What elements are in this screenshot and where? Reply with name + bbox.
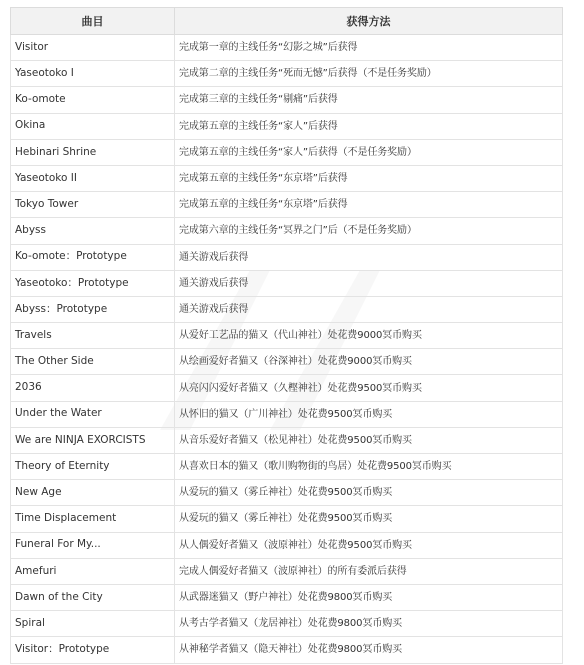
table-header-row — [11, 8, 563, 35]
song-title-cell: Abyss：Prototype — [11, 296, 175, 322]
song-title-cell: Dawn of the City — [11, 584, 175, 610]
table-row — [11, 87, 563, 113]
song-title-cell: The Other Side — [11, 349, 175, 375]
table-row — [11, 480, 563, 506]
acquisition-method-cell: 完成人偶爱好者猫又（波原神社）的所有委派后获得 — [175, 558, 563, 584]
song-title-cell: Yaseotoko I — [11, 61, 175, 87]
song-title-cell: Visitor — [11, 35, 175, 61]
table-row — [11, 427, 563, 453]
acquisition-method-cell: 从怀旧的猫又（广川神社）处花费9500冥币购买 — [175, 401, 563, 427]
song-title-cell: Abyss — [11, 218, 175, 244]
column-header-song: 曲目 — [11, 8, 175, 35]
acquisition-method-cell: 从绘画爱好者猫又（谷深神社）处花费9000冥币购买 — [175, 349, 563, 375]
song-title-cell: Amefuri — [11, 558, 175, 584]
song-title-cell: Okina — [11, 113, 175, 139]
acquisition-method-cell: 完成第一章的主线任务“幻影之城”后获得 — [175, 35, 563, 61]
acquisition-method-cell: 完成第五章的主线任务“家人”后获得 — [175, 113, 563, 139]
song-title-cell: Visitor：Prototype — [11, 637, 175, 663]
acquisition-method-cell: 完成第二章的主线任务“死而无憾”后获得（不是任务奖励） — [175, 61, 563, 87]
table-row — [11, 270, 563, 296]
table-row — [11, 218, 563, 244]
acquisition-method-cell: 从爱玩的猫又（雾丘神社）处花费9500冥币购买 — [175, 506, 563, 532]
table-row — [11, 506, 563, 532]
table-row — [11, 244, 563, 270]
acquisition-method-cell: 通关游戏后获得 — [175, 244, 563, 270]
song-title-cell: Under the Water — [11, 401, 175, 427]
song-title-cell: Funeral For My... — [11, 532, 175, 558]
table-row — [11, 637, 563, 663]
song-title-cell: Hebinari Shrine — [11, 139, 175, 165]
table-row — [11, 113, 563, 139]
song-title-cell: 2036 — [11, 375, 175, 401]
table-row — [11, 611, 563, 637]
table-row — [11, 349, 563, 375]
songs-table — [10, 7, 563, 664]
acquisition-method-cell: 从亮闪闪爱好者猫又（久樫神社）处花费9500冥币购买 — [175, 375, 563, 401]
song-title-cell: New Age — [11, 480, 175, 506]
acquisition-method-cell: 从考古学者猫又（龙居神社）处花费9800冥币购买 — [175, 611, 563, 637]
song-title-cell: Ko-omote — [11, 87, 175, 113]
acquisition-method-cell: 完成第五章的主线任务“东京塔”后获得 — [175, 192, 563, 218]
table-row — [11, 165, 563, 191]
table-row — [11, 296, 563, 322]
acquisition-method-cell: 完成第六章的主线任务“冥界之门”后（不是任务奖励） — [175, 218, 563, 244]
acquisition-method-cell: 完成第五章的主线任务“东京塔”后获得 — [175, 165, 563, 191]
acquisition-method-cell: 通关游戏后获得 — [175, 296, 563, 322]
acquisition-method-cell: 通关游戏后获得 — [175, 270, 563, 296]
song-title-cell: Theory of Eternity — [11, 454, 175, 480]
table-row — [11, 401, 563, 427]
table-row — [11, 532, 563, 558]
acquisition-method-cell: 完成第五章的主线任务“家人”后获得（不是任务奖励） — [175, 139, 563, 165]
acquisition-method-cell: 从人偶爱好者猫又（波原神社）处花费9500冥币购买 — [175, 532, 563, 558]
table-row — [11, 192, 563, 218]
acquisition-method-cell: 从爱玩的猫又（雾丘神社）处花费9500冥币购买 — [175, 480, 563, 506]
acquisition-method-cell: 从武器迷猫又（野户神社）处花费9800冥币购买 — [175, 584, 563, 610]
song-title-cell: We are NINJA EXORCISTS — [11, 427, 175, 453]
acquisition-method-cell: 从神秘学者猫又（隐天神社）处花费9800冥币购买 — [175, 637, 563, 663]
table-row — [11, 454, 563, 480]
song-title-cell: Yaseotoko II — [11, 165, 175, 191]
table-row — [11, 35, 563, 61]
song-title-cell: Tokyo Tower — [11, 192, 175, 218]
acquisition-method-cell: 完成第三章的主线任务“剔痛”后获得 — [175, 87, 563, 113]
table-row — [11, 323, 563, 349]
table-row — [11, 139, 563, 165]
acquisition-method-cell: 从音乐爱好者猫又（松见神社）处花费9500冥币购买 — [175, 427, 563, 453]
acquisition-method-cell: 从爱好工艺品的猫又（代山神社）处花费9000冥币购买 — [175, 323, 563, 349]
table-body — [11, 35, 563, 664]
table-row — [11, 61, 563, 87]
song-title-cell: Spiral — [11, 611, 175, 637]
song-title-cell: Travels — [11, 323, 175, 349]
song-title-cell: Ko-omote：Prototype — [11, 244, 175, 270]
acquisition-method-cell: 从喜欢日本的猫又（歌川购物街的鸟居）处花费9500冥币购买 — [175, 454, 563, 480]
song-title-cell: Time Displacement — [11, 506, 175, 532]
table-row — [11, 375, 563, 401]
column-header-method: 获得方法 — [175, 8, 563, 35]
table-row — [11, 558, 563, 584]
song-title-cell: Yaseotoko：Prototype — [11, 270, 175, 296]
table-row — [11, 584, 563, 610]
